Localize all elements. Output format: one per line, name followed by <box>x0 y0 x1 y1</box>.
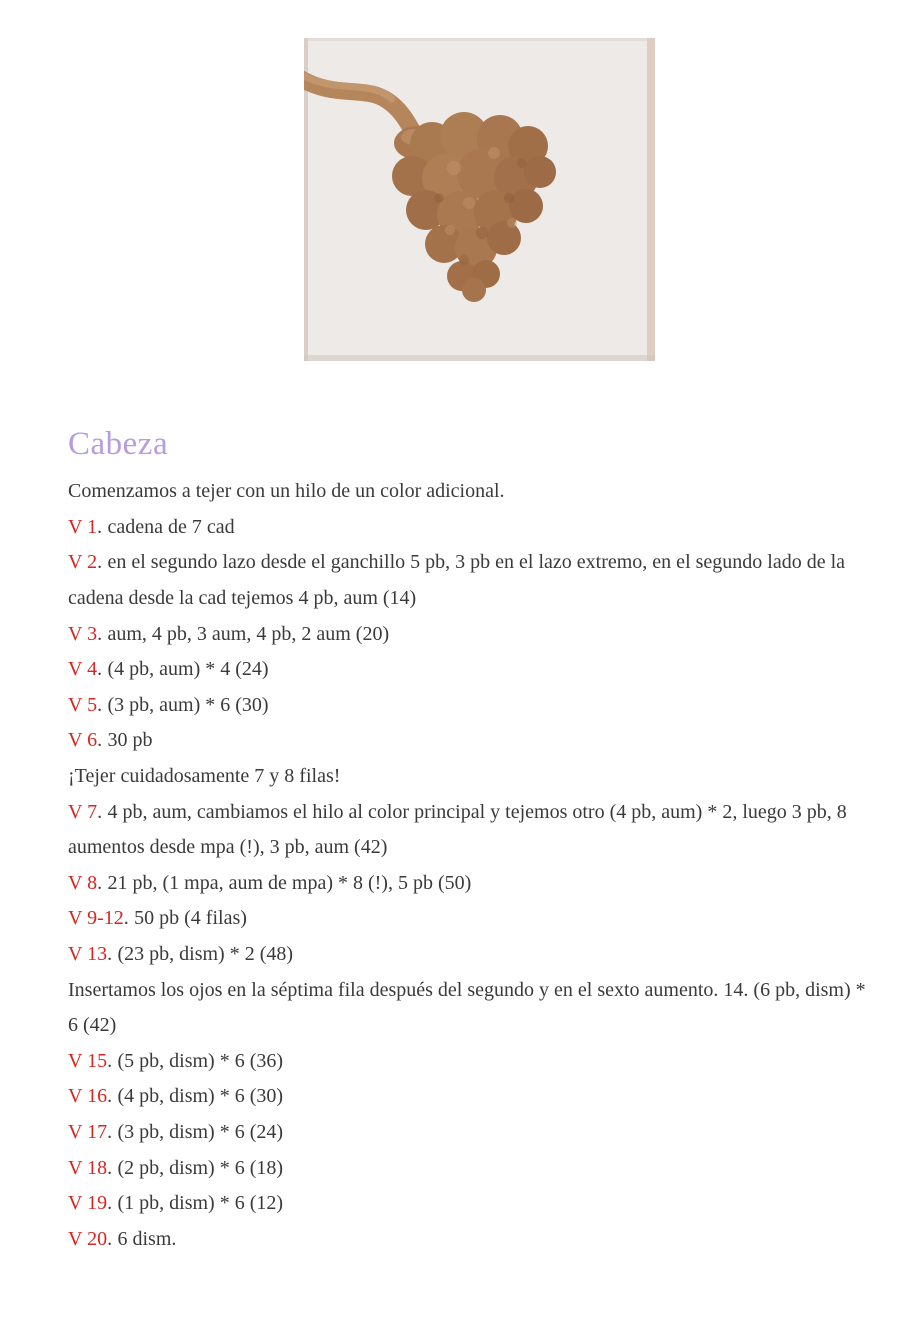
row-text: ¡Tejer cuidadosamente 7 y 8 filas! <box>68 765 341 787</box>
row-text: 6 dism. <box>117 1227 177 1250</box>
row-text: 50 pb (4 filas) <box>134 907 247 930</box>
row-number: V 4 <box>68 658 98 681</box>
pattern-rows <box>68 474 870 1257</box>
section-title: Cabeza <box>68 426 169 462</box>
row-number: V 9-12 <box>68 907 124 930</box>
crocheted-head-piece-photo <box>304 38 655 361</box>
pattern-row <box>68 1186 870 1222</box>
row-text: 30 pb <box>107 729 153 752</box>
row-text: Comenzamos a tejer con un hilo de un color adicional. <box>68 480 505 503</box>
row-text: Insertamos los ojos en la séptima fila después del segundo y en el sexto aumento. 14. (6 pb, dism) * 6 (42) <box>68 978 866 1037</box>
pattern-row <box>68 973 870 1044</box>
row-number: V 16 <box>68 1085 108 1108</box>
row-text: (23 pb, dism) * 2 (48) <box>117 942 294 965</box>
pattern-row <box>68 510 870 546</box>
pattern-row <box>68 617 870 653</box>
row-text: en el segundo lazo desde el ganchillo 5 pb, 3 pb en el lazo extremo, en el segundo lado de la cadena desde la cad tejemos 4 pb, aum (14) <box>68 551 846 610</box>
row-separator: . <box>107 1085 113 1108</box>
row-number: V 3 <box>68 622 98 645</box>
pattern-row <box>68 759 870 795</box>
row-separator: . <box>107 1120 113 1143</box>
row-separator: . <box>107 1192 113 1215</box>
pattern-row <box>68 1151 870 1187</box>
row-text: (4 pb, aum) * 4 (24) <box>107 658 269 681</box>
pattern-row <box>68 652 870 688</box>
pattern-row <box>68 1222 870 1258</box>
pattern-section <box>68 424 870 1257</box>
row-separator: . <box>107 942 113 965</box>
row-number: V 20 <box>68 1227 108 1250</box>
pattern-row <box>68 688 870 724</box>
row-separator: . <box>97 515 103 538</box>
pattern-row <box>68 866 870 902</box>
row-number: V 17 <box>68 1120 108 1143</box>
row-separator: . <box>107 1227 113 1250</box>
pattern-row <box>68 1079 870 1115</box>
row-separator: . <box>97 658 103 681</box>
photo-illustration <box>304 38 655 361</box>
pattern-row <box>68 901 870 937</box>
row-number: V 13 <box>68 942 108 965</box>
row-text: (3 pb, aum) * 6 (30) <box>107 693 269 716</box>
row-number: V 1 <box>68 515 98 538</box>
row-separator: . <box>97 871 103 894</box>
row-text: (1 pb, dism) * 6 (12) <box>117 1192 284 1215</box>
row-separator: . <box>123 907 129 930</box>
row-text: (3 pb, dism) * 6 (24) <box>117 1120 284 1143</box>
row-separator: . <box>97 800 103 823</box>
row-separator: . <box>107 1156 113 1179</box>
pattern-row <box>68 1044 870 1080</box>
pattern-row <box>68 545 870 616</box>
row-separator: . <box>97 693 103 716</box>
pattern-row <box>68 723 870 759</box>
row-number: V 2 <box>68 551 98 574</box>
pattern-row <box>68 1115 870 1151</box>
row-text: aum, 4 pb, 3 aum, 4 pb, 2 aum (20) <box>107 622 390 645</box>
row-number: V 15 <box>68 1049 108 1072</box>
row-separator: . <box>107 1049 113 1072</box>
row-separator: . <box>97 729 103 752</box>
row-text: 21 pb, (1 mpa, aum de mpa) * 8 (!), 5 pb (50) <box>107 871 472 894</box>
row-number: V 5 <box>68 693 98 716</box>
row-number: V 18 <box>68 1156 108 1179</box>
row-separator: . <box>97 551 103 574</box>
row-text: 4 pb, aum, cambiamos el hilo al color principal y tejemos otro (4 pb, aum) * 2, luego 3 pb, 8 aumentos desde mpa (!), 3 pb, aum (42) <box>68 800 847 859</box>
row-number: V 7 <box>68 800 98 823</box>
row-number: V 19 <box>68 1192 108 1215</box>
pattern-row <box>68 474 870 510</box>
pattern-row <box>68 937 870 973</box>
row-separator: . <box>97 622 103 645</box>
row-number: V 6 <box>68 729 98 752</box>
pattern-row <box>68 795 870 866</box>
row-text: (4 pb, dism) * 6 (30) <box>117 1085 284 1108</box>
row-text: cadena de 7 cad <box>107 515 235 538</box>
row-text: (2 pb, dism) * 6 (18) <box>117 1156 284 1179</box>
row-number: V 8 <box>68 871 98 894</box>
row-text: (5 pb, dism) * 6 (36) <box>117 1049 284 1072</box>
